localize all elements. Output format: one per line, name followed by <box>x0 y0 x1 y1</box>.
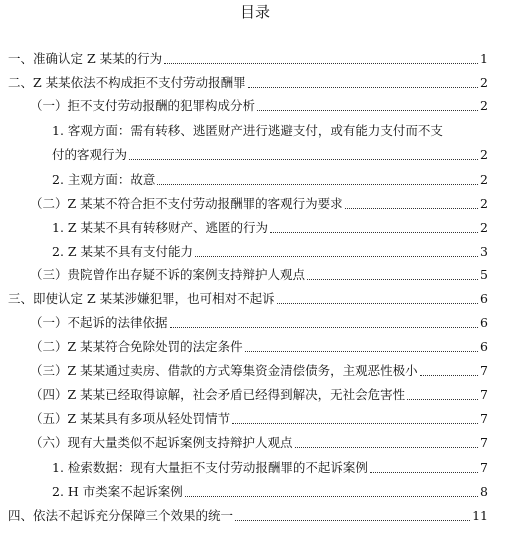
toc-entry-text: 二、Z 某某依法不构成拒不支付劳动报酬罪 <box>8 75 246 90</box>
toc-entry-text: 2. Z 某某不具有支付能力 <box>52 244 194 259</box>
dot-leader <box>257 110 478 111</box>
toc-title: 目录 <box>239 3 270 21</box>
toc-entry-section-2-2[interactable] <box>30 193 488 213</box>
toc-entry-text: 四、依法不起诉充分保障三个效果的统一 <box>8 508 234 523</box>
toc-entry-section-3-3[interactable] <box>30 360 488 380</box>
dot-leader <box>245 351 478 352</box>
toc-page-number: 8 <box>480 484 488 499</box>
toc-entry-text: 2. H 市类案不起诉案例 <box>52 484 183 499</box>
toc-page-number: 7 <box>480 435 488 450</box>
toc-entry-text: （三）贵院曾作出存疑不诉的案例支持辩护人观点 <box>30 267 306 282</box>
toc-entry-section-1[interactable] <box>8 48 488 68</box>
toc-entry-section-3-2[interactable] <box>30 336 488 356</box>
toc-entry-section-2[interactable] <box>8 72 488 92</box>
toc-entry-section-2-1-2[interactable] <box>52 169 488 189</box>
toc-entry-text: 2. 主观方面：故意 <box>52 172 156 187</box>
toc-page-number: 5 <box>480 267 488 282</box>
toc-page-number: 7 <box>480 387 488 402</box>
toc-page-number: 2 <box>480 172 488 187</box>
toc-entry-section-3-4[interactable] <box>30 384 488 404</box>
toc-entry-section-3[interactable] <box>8 288 488 308</box>
dot-leader <box>248 87 478 88</box>
dot-leader <box>195 256 478 257</box>
toc-page-number: 1 <box>480 51 488 66</box>
toc-page-number: 2 <box>480 220 488 235</box>
toc-entry-text: 三、即使认定 Z 某某涉嫌犯罪，也可相对不起诉 <box>8 291 275 306</box>
dot-leader <box>277 303 478 304</box>
toc-entry-text: （一）拒不支付劳动报酬的犯罪构成分析 <box>30 98 256 113</box>
toc-entry-section-3-1[interactable] <box>30 312 488 332</box>
dot-leader <box>295 447 479 448</box>
dot-leader <box>170 327 479 328</box>
toc-entry-section-3-5[interactable] <box>30 408 488 428</box>
dot-leader <box>157 184 478 185</box>
toc-entry-text: （二）Z 某某不符合拒不支付劳动报酬罪的客观行为要求 <box>30 196 343 211</box>
toc-page-number: 2 <box>480 196 488 211</box>
toc-entry-text: （六）现有大量类似不起诉案例支持辩护人观点 <box>30 435 293 450</box>
toc-entry-text: 1. 客观方面：需有转移、逃匿财产进行逃避支付，或有能力支付而不支 <box>52 123 443 138</box>
dot-leader <box>164 63 478 64</box>
toc-entry-text: 一、准确认定 Z 某某的行为 <box>8 51 163 66</box>
toc-page-number: 2 <box>480 98 488 113</box>
toc-entry-section-2-3[interactable] <box>30 264 488 284</box>
toc-entry-section-2-1-1-line2[interactable] <box>52 144 488 164</box>
dot-leader <box>307 279 478 280</box>
toc-entry-section-2-1[interactable] <box>30 95 488 115</box>
toc-page-number: 7 <box>480 460 488 475</box>
toc-page-number: 2 <box>480 147 488 162</box>
dot-leader <box>345 208 478 209</box>
dot-leader <box>235 520 470 521</box>
toc-entry-section-3-6-1[interactable] <box>52 457 488 477</box>
toc-page-number: 11 <box>472 508 488 523</box>
toc-entry-text: 1. 检索数据：现有大量拒不支付劳动报酬罪的不起诉案例 <box>52 460 368 475</box>
toc-entry-text: 付的客观行为 <box>52 147 128 162</box>
dot-leader <box>185 496 478 497</box>
toc-entry-text: （四）Z 某某已经取得谅解，社会矛盾已经得到解决，无社会危害性 <box>30 387 406 402</box>
toc-entry-section-2-1-1-line1[interactable] <box>52 120 488 140</box>
toc-entry-text: 1. Z 某某不具有转移财产、逃匿的行为 <box>52 220 269 235</box>
dot-leader <box>129 159 478 160</box>
toc-entry-text: （一）不起诉的法律依据 <box>30 315 168 330</box>
toc-page-number: 3 <box>480 244 488 259</box>
toc-entry-text: （二）Z 某某符合免除处罚的法定条件 <box>30 339 243 354</box>
toc-page-number: 2 <box>480 75 488 90</box>
toc-entry-text: （三）Z 某某通过卖房、借款的方式筹集资金清偿债务，主观恶性极小 <box>30 363 418 378</box>
toc-entry-section-4[interactable] <box>8 505 488 525</box>
toc-entry-section-2-2-2[interactable] <box>52 241 488 261</box>
toc-page-number: 7 <box>480 411 488 426</box>
toc-page-number: 6 <box>480 291 488 306</box>
dot-leader <box>370 472 478 473</box>
toc-entry-section-3-6[interactable] <box>30 432 488 452</box>
dot-leader <box>270 232 478 233</box>
dot-leader <box>420 375 478 376</box>
toc-page-number: 6 <box>480 315 488 330</box>
toc-page-number: 7 <box>480 363 488 378</box>
dot-leader <box>232 423 478 424</box>
toc-entry-text: （五）Z 某某具有多项从轻处罚情节 <box>30 411 231 426</box>
toc-page-number: 6 <box>480 339 488 354</box>
dot-leader <box>407 399 478 400</box>
toc-entry-section-3-6-2[interactable] <box>52 481 488 501</box>
toc-entry-section-2-2-1[interactable] <box>52 217 488 237</box>
